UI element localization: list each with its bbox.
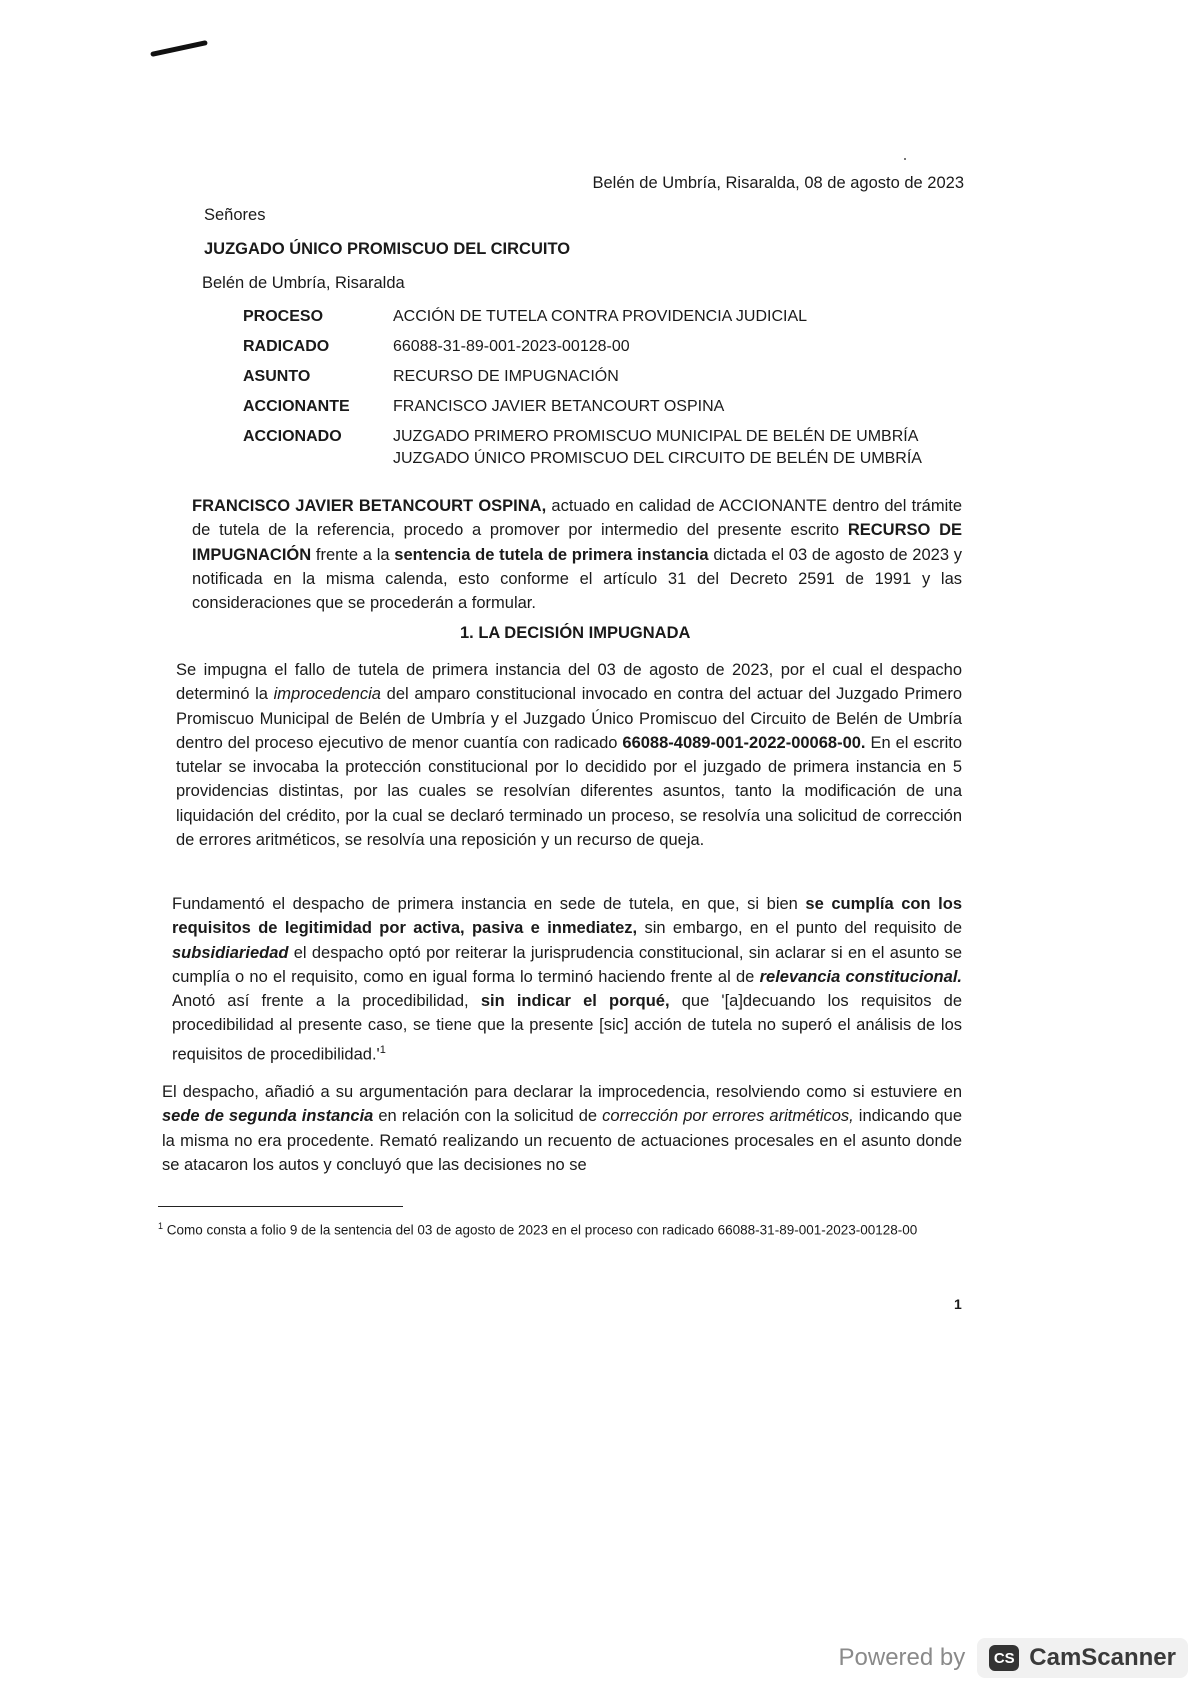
case-info-value: ACCIÓN DE TUTELA CONTRA PROVIDENCIA JUDICIAL	[393, 308, 808, 325]
paragraph-despacho	[162, 1080, 962, 1177]
intro-text: frente a la	[311, 545, 395, 564]
case-info-value: FRANCISCO JAVIER BETANCOURT OSPINA	[393, 398, 725, 415]
intro-text: dictada el 03 de agosto de 2023 y notificada en la misma calenda, esto conforme el artículo 31 del Decreto 2591 de 1991 y las consideraciones que se procederán a formular.	[192, 545, 962, 613]
camscanner-logo-icon: CS	[989, 1645, 1019, 1671]
case-info-row	[243, 368, 922, 398]
sentencia-label: sentencia de tutela de primera instancia	[394, 545, 709, 564]
paragraph-fundamento	[172, 892, 962, 1067]
case-info-row	[243, 398, 922, 428]
case-info-label: ACCIONADO	[243, 428, 342, 445]
date-line: Belén de Umbría, Risaralda, 08 de agosto de 2023	[592, 174, 964, 192]
camscanner-brand: CamScanner	[1029, 1644, 1176, 1671]
camscanner-watermark	[839, 1632, 1188, 1684]
camscanner-badge	[977, 1638, 1188, 1678]
case-info-label: RADICADO	[243, 338, 330, 355]
case-info-row	[243, 308, 922, 338]
addressee: JUZGADO ÚNICO PROMISCUO DEL CIRCUITO	[204, 240, 571, 258]
paragraph-emphasis: corrección por errores aritméticos,	[602, 1107, 854, 1126]
footnote-number: 1	[158, 1221, 164, 1231]
paragraph-bold-italic: relevancia constitucional.	[759, 967, 962, 986]
paragraph-text: Fundamentó el despacho de primera instancia en sede de tutela, en que, si bien	[172, 895, 806, 913]
paragraph-text: En el escrito tutelar se invocaba la protección constitucional por lo decidido por el juzgado de primera instancia en 5 providencias distintas, por las cuales se resolvían diferentes asuntos, tanto la modificación de una liquidación del crédito, por la cual se declaró terminado un proceso, se resolvía una solicitud de corrección de errores aritméticos, se resolvía una reposición y un recurso de queja.	[176, 733, 963, 850]
accionante-name: FRANCISCO JAVIER BETANCOURT OSPINA,	[192, 497, 547, 515]
addressee-city: Belén de Umbría, Risaralda	[202, 274, 405, 292]
recurso-label: RECURSO DE IMPUGNACIÓN	[192, 521, 963, 564]
paragraph-text: en relación con la solicitud de	[373, 1107, 603, 1126]
case-info-label: PROCESO	[243, 308, 324, 325]
paragraph-bold-italic: subsidiariedad	[172, 943, 289, 962]
case-info-label: ASUNTO	[243, 368, 311, 385]
paragraph-bold: se cumplía con los requisitos de legitimidad por activa, pasiva e inmediatez,	[172, 895, 963, 938]
paragraph-bold-italic: sede de segunda instancia	[162, 1107, 374, 1126]
paragraph-text: del amparo constitucional invocado en contra del actuar del Juzgado Primero Promiscuo Municipal de Belén de Umbría y el Juzgado Único Promiscuo del Circuito de Belén de Umbría dentro del proceso ejecutivo de menor cuantía con radicado	[176, 685, 962, 752]
paragraph-text: que '[a]decuando los requisitos de procedibilidad al presente caso, se tiene que la presente [sic] acción de tutela no superó el análisis de los requisitos de procedibilidad.'	[172, 992, 962, 1064]
page-number: 1	[954, 1296, 962, 1312]
case-info-value: RECURSO DE IMPUGNACIÓN	[393, 368, 619, 385]
paragraph-text: El despacho, añadió a su argumentación para declarar la improcedencia, resolviendo como si estuviere en	[162, 1083, 962, 1101]
paragraph-text: Se impugna el fallo de tutela de primera instancia del 03 de agosto de 2023, por el cual el despacho determinó la	[176, 661, 962, 704]
intro-paragraph	[192, 494, 962, 615]
powered-by-text: Powered by	[838, 1644, 966, 1671]
paragraph-emphasis: improcedencia	[273, 685, 381, 704]
paragraph-bold: sin indicar el porqué,	[480, 992, 670, 1011]
paragraph-text: indicando que la misma no era procedente. Remató realizando un recuento de actuaciones procesales en el asunto donde se atacaron los autos y concluyó que las decisiones no se	[162, 1107, 962, 1174]
case-info-value	[393, 428, 922, 468]
case-info-value: 66088-31-89-001-2023-00128-00	[393, 338, 630, 355]
pen-mark	[150, 40, 208, 57]
case-info-row	[243, 428, 922, 468]
intro-text: actuado en calidad de ACCIONANTE dentro del trámite de tutela de la referencia, procedo a promover por intermedio del presente escrito	[192, 497, 962, 540]
footnote-text: Como consta a folio 9 de la sentencia del 03 de agosto de 2023 en el proceso con radicado 66088-31-89-001-2023-00128-00	[163, 1222, 918, 1238]
paragraph-decision	[176, 658, 962, 852]
case-info-value-line: JUZGADO ÚNICO PROMISCUO DEL CIRCUITO DE BELÉN DE UMBRÍA	[393, 450, 922, 467]
paragraph-text: el despacho optó por reiterar la jurisprudencia constitucional, sin aclarar si en el asunto se cumplía o no el requisito, como en igual forma lo terminó haciendo frente al de	[172, 943, 962, 986]
paragraph-text: Anotó así frente a la procedibilidad,	[172, 992, 481, 1011]
paragraph-text: sin embargo, en el punto del requisito de	[637, 919, 962, 938]
case-info-value-line: JUZGADO PRIMERO PROMISCUO MUNICIPAL DE BELÉN DE UMBRÍA	[393, 428, 919, 445]
case-info-row	[243, 338, 922, 368]
scan-speck	[904, 158, 906, 160]
case-info-table	[243, 308, 922, 468]
footnote-marker: 1	[379, 1043, 386, 1056]
footnote	[158, 1216, 964, 1241]
footnote-divider	[158, 1206, 403, 1207]
salutation: Señores	[204, 206, 266, 224]
section-heading: 1. LA DECISIÓN IMPUGNADA	[460, 624, 691, 642]
radicado-number: 66088-4089-001-2022-00068-00.	[622, 733, 866, 752]
case-info-label: ACCIONANTE	[243, 398, 350, 415]
